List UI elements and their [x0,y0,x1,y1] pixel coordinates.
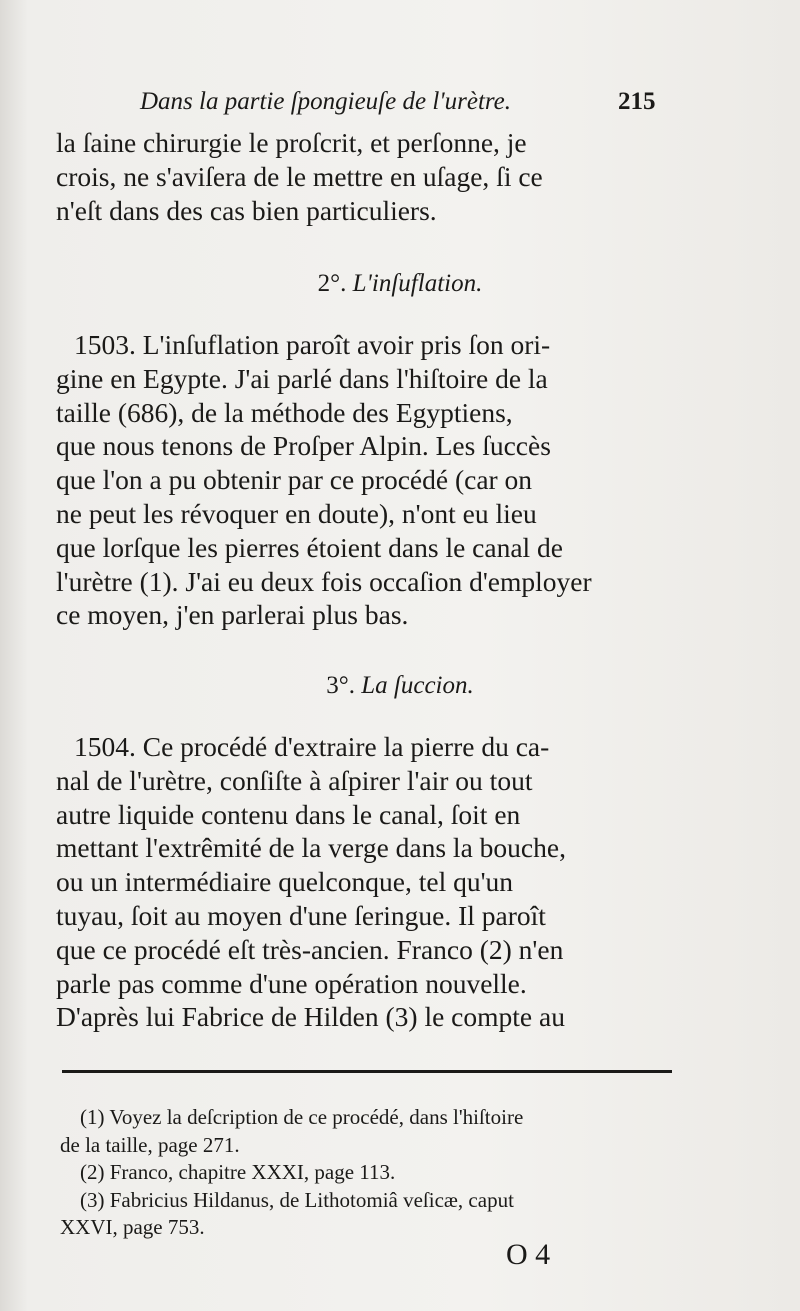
text-line: que lorſque les pierres étoient dans le canal de [56,531,564,563]
footnote-line: de la taille, page 271. [60,1132,240,1157]
footnotes [60,1104,672,1242]
intro-paragraph [56,126,670,227]
text-line: mettant l'extrêmité de la verge dans la bouche, [56,832,566,864]
footnote-line: XXVI, page 753. [60,1215,205,1239]
text-line: 1504. Ce procédé d'extraire la pierre du ca- [74,731,550,762]
footnote-line: (2) Franco, chapitre XXXI, page 113. [80,1160,396,1184]
text-line: gine en Egypte. J'ai parlé dans l'hiſtoire de la [56,362,548,394]
text-line: que ce procédé eſt très-ancien. Franco (2) n'en [56,933,564,965]
text-line: 1503. L'inſuflation paroît avoir pris ſon ori- [74,329,551,360]
paragraph-1503 [56,328,670,632]
text-line: ce moyen, j'en parlerai plus bas. [56,599,409,631]
text-line: parle pas comme d'une opération nouvelle. [56,967,527,999]
text-line: la ſaine chirurgie le proſcrit, et perſonne, je [56,127,527,158]
footnote-line: (3) Fabricius Hildanus, de Lithotomiâ veſicæ, caput [80,1187,514,1212]
text-line: crois, ne s'aviſera de le mettre en uſage, ſi ce [56,160,543,192]
text-line: ne peut les révoquer en doute), n'ont eu lieu [56,497,537,529]
page-number: 215 [618,88,656,115]
signature-mark: O 4 [506,1238,551,1271]
text-line: taille (686), de la méthode des Egyptiens, [56,396,513,428]
text-line: l'urètre (1). J'ai eu deux fois occaſion d'employer [56,565,592,597]
text-line: n'eſt dans des cas bien particuliers. [56,194,437,226]
text-line: tuyau, ſoit au moyen d'une ſeringue. Il paroît [56,899,546,931]
text-line: autre liquide contenu dans le canal, ſoit en [56,798,521,830]
text-line: que nous tenons de Proſper Alpin. Les ſuccès [56,430,551,462]
running-header [140,88,680,116]
footnote-line: (1) Voyez la deſcription de ce procédé, dans l'hiſtoire [80,1105,524,1129]
section-number: 3°. [326,672,355,699]
section-title: L'inſuflation. [352,270,483,297]
text-line: D'après lui Fabrice de Hilden (3) le compte au [56,1001,565,1033]
section-number: 2°. [317,270,347,297]
text-line: ou un intermédiaire quelconque, tel qu'un [56,866,514,898]
text-line: que l'on a pu obtenir par ce procédé (car on [56,464,533,496]
paragraph-1504 [56,730,670,1034]
section-heading-insuflation [0,270,800,298]
section-title: La ſuccion. [361,672,474,699]
footnote-divider [62,1070,672,1073]
section-heading-succion [0,672,800,700]
running-title: Dans la partie ſpongieuſe de l'urètre. [140,88,512,115]
text-line: nal de l'urètre, conſiſte à aſpirer l'air ou tout [56,764,533,796]
